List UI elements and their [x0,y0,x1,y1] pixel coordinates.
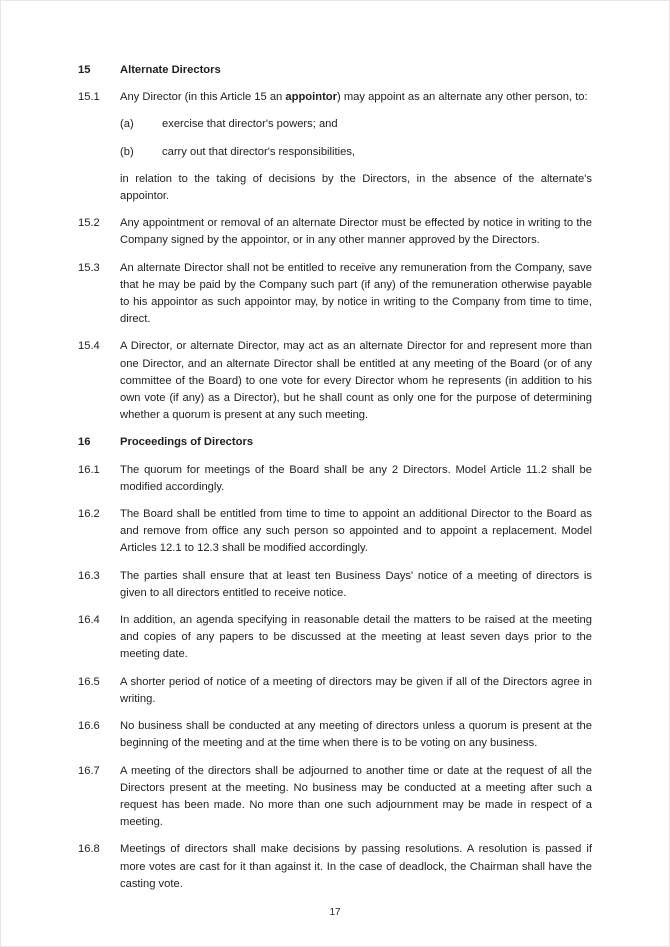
subclause-label: (a) [120,118,134,131]
clause-number: 15.1 [78,91,100,104]
subclause-label: (b) [120,145,134,158]
clause-number: 16.7 [78,764,100,777]
subclause-row [120,116,592,133]
section-heading-row [78,434,592,451]
clause-number: 16.6 [78,720,100,733]
clause-text: Meetings of directors shall make decisions by passing resolutions. A resolution is passed if more votes are cast for it than against it. In the case of deadlock, the Chairman shall have the casting vote. [120,843,592,890]
clause-text: The parties shall ensure that at least ten Business Days' notice of a meeting of directors is given to all directors entitled to receive notice. [120,569,592,599]
clause-row [78,718,592,752]
clause-number: 16.1 [78,463,100,476]
clause-text: The Board shall be entitled from time to time to appoint an additional Director to the Board as and remove from office any such person so appointed and to appoint a replacement. Model Articles 12.1 to 12.3 shall be modified accordingly. [120,508,592,555]
clause-number: 16.5 [78,675,100,688]
clause-number: 15.3 [78,261,100,274]
clause-text: A Director, or alternate Director, may act as an alternate Director for and represent more than one Director, and an alternate Director shall be entitled at any meeting of the Board (or of any committee of the Board) to one vote for every Director whom he represents (in addition to his own vote (if any) as a Director), but he shall count as only one for the purpose of determining whether a quorum is present at any such meeting. [120,340,592,422]
clause-row [78,338,592,424]
clause-row [78,841,592,893]
section-number: 16 [78,436,91,449]
clause-row [78,763,592,832]
clause-number: 16.2 [78,508,100,521]
clause-intro-bold-term: appointor [285,91,337,104]
section-heading-row [78,62,592,79]
clause-text: In addition, an agenda specifying in reasonable detail the matters to be raised at the meeting and copies of any papers to be discussed at the meeting at least seven days prior to the meeting date. [120,614,592,661]
clause-text: The quorum for meetings of the Board shall be any 2 Directors. Model Article 11.2 shall be modified accordingly. [120,463,592,493]
clause-text: A meeting of the directors shall be adjourned to another time or date at the request of all the Directors present at the meeting. No business may be conducted at a meeting after such a request has been made. No more than one such adjournment may be made in respect of a meeting. [120,764,592,829]
subclause-row [120,144,592,161]
subclause-text: exercise that director's powers; and [162,118,338,131]
clause-body [120,89,592,205]
clause-continuation: in relation to the taking of decisions by the Directors, in the absence of the alternate's appointor. [120,172,592,203]
clause-text: A shorter period of notice of a meeting of directors may be given if all of the Directors agree in writing. [120,675,592,705]
clause-row [78,260,592,329]
clause-row [78,674,592,708]
clause-intro-pre: Any Director (in this Article 15 an [120,91,286,104]
clause-intro-post: ) may appoint as an alternate any other person, to: [337,91,588,104]
page-number: 17 [329,906,341,918]
clause-number: 16.4 [78,614,100,627]
clause-text: Any appointment or removal of an alternate Director must be effected by notice in writing to the Company signed by the appointor, or in any other manner approved by the Directors. [120,217,592,247]
clause-text: An alternate Director shall not be entitled to receive any remuneration from the Company, save that he may be paid by the Company such part (if any) of the remuneration otherwise payable to his appointor as such appointor may, by notice in writing to the Company from time to time, direct. [120,261,592,326]
clause-row [78,89,592,205]
clause-text: No business shall be conducted at any meeting of directors unless a quorum is present at the beginning of the meeting and at the time when there is to be voting on any business. [120,720,592,750]
clause-intro [120,89,592,106]
clause-row [78,568,592,602]
clause-number: 16.3 [78,569,100,582]
clause-row [78,462,592,496]
section-title: Proceedings of Directors [120,436,254,449]
clause-row [78,612,592,664]
clause-number: 16.8 [78,843,100,856]
section-number: 15 [78,64,91,76]
clause-number: 15.2 [78,217,100,230]
clause-number: 15.4 [78,340,100,353]
subclause-text: carry out that director's responsibilities, [162,145,356,158]
clause-row [78,215,592,249]
section-title: Alternate Directors [120,64,221,76]
clause-row [78,506,592,558]
